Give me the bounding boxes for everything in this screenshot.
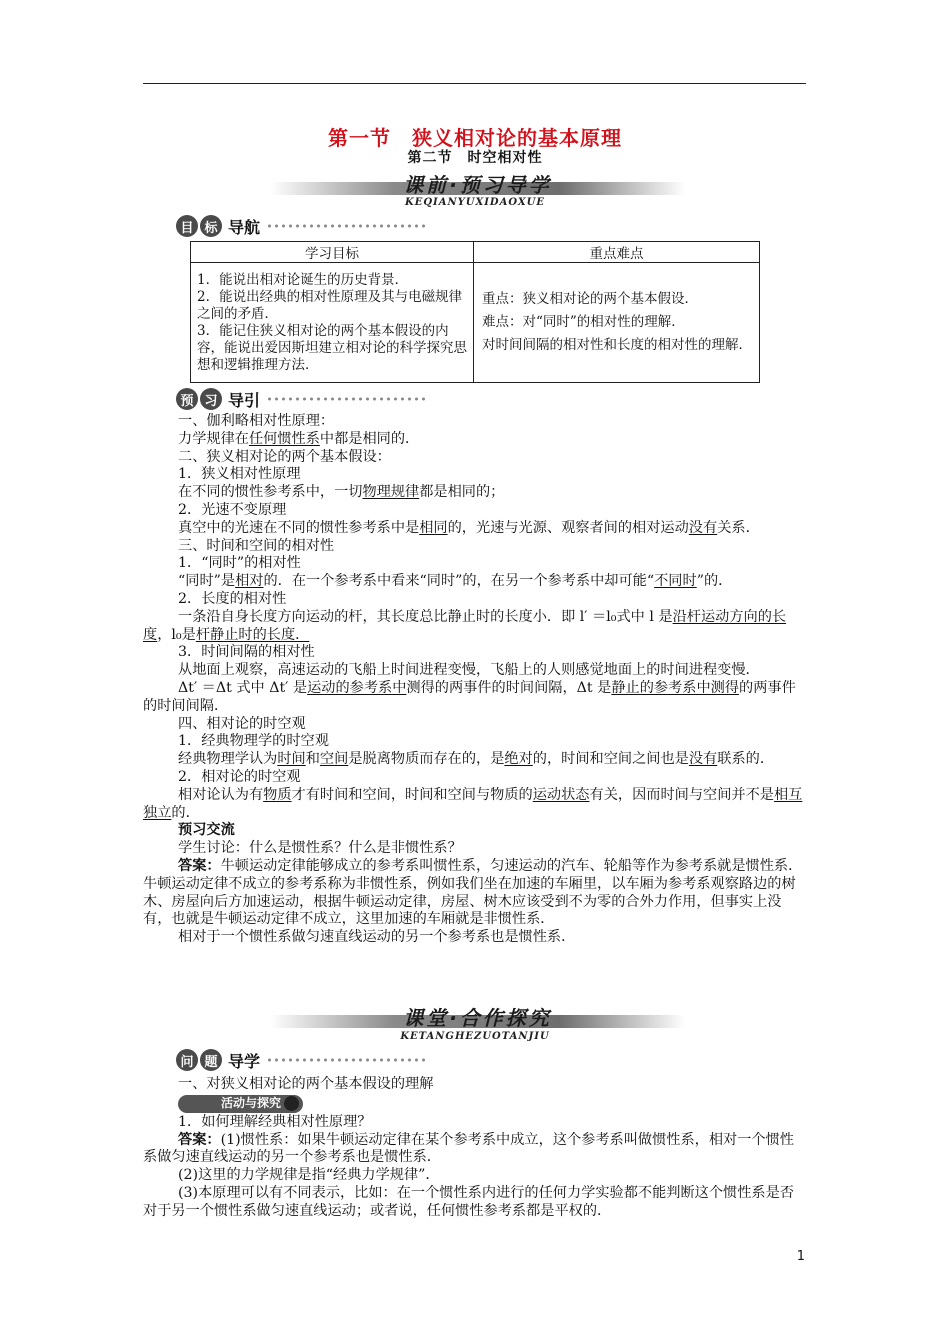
- section-label: 导学: [228, 1051, 261, 1071]
- exchange-title: 预习交流: [178, 822, 235, 839]
- section-badge: 问: [176, 1049, 198, 1071]
- section-label: 导引: [228, 390, 261, 410]
- page-subtitle: 第二节 时空相对性: [407, 150, 543, 166]
- section-goals-head: [176, 214, 426, 238]
- blank-answer: 相对: [235, 573, 264, 590]
- section-badge: 标: [200, 215, 222, 237]
- section-preview-head: [176, 387, 426, 411]
- section-problem-head: [176, 1048, 426, 1072]
- heading: 一、对狭义相对论的两个基本假设的理解: [178, 1076, 434, 1092]
- goals-table: [190, 241, 760, 383]
- paragraph: 一条沿自身长度方向运动的杆，其长度总比静止时的长度小．即 l′ ＝l₀式中 l 是沿杆运动方向的长度，l₀是杆静止时的长度．: [143, 608, 787, 643]
- subheading: 1．经典物理学的时空观: [178, 733, 329, 750]
- paragraph: 相对论认为有物质才有时间和空间，时间和空间与物质的运动状态有关，因而时间与空间并不是相互独立的．: [143, 786, 803, 821]
- table-header: 重点难点: [474, 242, 760, 263]
- keypoint-item: 重点：狭义相对论的两个基本假设．: [482, 291, 698, 307]
- heading: 一、伽利略相对性原理：: [178, 413, 335, 429]
- banner-part1: 课前: [403, 173, 450, 197]
- heading: 三、时间和空间的相对性: [178, 537, 335, 554]
- dotted-rule: [266, 223, 426, 229]
- blank-answer: 没有: [688, 519, 718, 536]
- answer: 答案：牛顿运动定律能够成立的参考系叫惯性系，匀速运动的汽车、轮船等作为参考系就是惯性系．牛顿运动定律不成立的参考系称为非惯性系，例如我们坐在加速的车厢里，以车厢为参考系观察路边的树木、房屋向后方加速运动，根据牛顿运动定律，房屋、树木应该受到不为零的合外力作用，但事实上没有，也就是牛顿运动定律不成立，这里加速的车厢就是非惯性系．: [143, 857, 803, 928]
- banner-part2: 预习导学: [459, 173, 552, 197]
- blank-answer: 空间: [319, 751, 349, 768]
- dotted-rule: [266, 396, 426, 402]
- heading: 四、相对论的时空观: [178, 715, 306, 732]
- paragraph: 力学规律在任何惯性系中都是相同的．: [178, 430, 420, 447]
- paragraph: 在不同的惯性参考系中，一切物理规律都是相同的；: [178, 484, 505, 501]
- table-cell-goals: [191, 263, 474, 383]
- banner-part2: 合作探究: [459, 1006, 552, 1030]
- paragraph: 真空中的光速在不同的惯性参考系中是相同的，光速与光源、观察者间的相对运动没有关系．: [178, 519, 760, 536]
- subheading: 2．光速不变原理: [178, 501, 287, 518]
- activity-tag: 活动与探究 1: [178, 1095, 303, 1113]
- dotted-rule: [266, 1057, 426, 1063]
- answer-part: (2)这里的力学规律是指“经典力学规律”．: [178, 1167, 440, 1184]
- banner-dot: ·: [449, 1006, 460, 1030]
- question: 1．如何理解经典相对性原理？: [178, 1113, 372, 1130]
- subheading: 1．狭义相对性原理: [178, 466, 301, 483]
- paragraph: 经典物理学认为时间和空间是脱离物质而存在的，是绝对的，时间和空间之间也是没有联系的．: [178, 751, 775, 768]
- banner-pinyin: KETANGHEZUOTANJIU: [400, 1031, 550, 1042]
- heading: 二、狭义相对论的两个基本假设：: [178, 448, 391, 465]
- subheading: 3．时间间隔的相对性: [178, 644, 315, 661]
- keypoint-item: 难点：对“同时”的相对性的理解．: [482, 314, 685, 330]
- keypoint-item: 对时间间隔的相对性和长度的相对性的理解．: [482, 337, 752, 353]
- blank-answer: 静止的参考系中测得: [611, 679, 740, 696]
- section-badge: 题: [200, 1049, 222, 1071]
- section-badge: 预: [176, 388, 198, 410]
- page-title: 第一节 狭义相对论的基本原理: [328, 126, 622, 150]
- blank-answer: 任何惯性系: [248, 430, 320, 447]
- blank-answer: 杆静止时的长度．: [195, 626, 310, 643]
- activity-number: 1: [284, 1096, 299, 1111]
- banner-classroom: [270, 1002, 685, 1028]
- blank-answer: 运动的参考系中: [307, 679, 407, 696]
- page-number: 1: [796, 1249, 805, 1264]
- header-rule: [143, 83, 806, 84]
- goal-item: 1．能说出相对论诞生的历史背景．: [197, 271, 409, 288]
- blank-answer: 绝对: [504, 751, 533, 768]
- blank-answer: 物理规律: [362, 484, 420, 501]
- blank-answer: 运动状态: [532, 786, 590, 803]
- blank-answer: 物质: [263, 786, 292, 803]
- table-cell-keypoints: [474, 263, 760, 383]
- answer-part: (3)本原理可以有不同表示，比如：在一个惯性系内进行的任何力学实验都不能判断这个惯性系是否对于另一个惯性系做匀速直线运动；或者说，任何惯性参考系都是平权的．: [143, 1184, 794, 1219]
- question: 学生讨论：什么是惯性系？什么是非惯性系？: [178, 840, 462, 857]
- paragraph: “同时”是相对的．在一个参考系中看来“同时”的，在另一个参考系中却可能“不同时”的．: [178, 573, 733, 590]
- blank-answer: 时间: [277, 751, 306, 768]
- blank-answer: 相同: [419, 519, 448, 536]
- banner-pinyin: KEQIANYUXIDAOXUE: [405, 197, 545, 208]
- section-badge: 习: [200, 388, 222, 410]
- subheading: 2．长度的相对性: [178, 590, 287, 607]
- blank-answer: 不同时: [654, 573, 697, 590]
- banner-label: [270, 169, 685, 198]
- banner-dot: ·: [449, 173, 460, 197]
- explore-body: [143, 1076, 807, 1221]
- section-badge: 目: [176, 215, 198, 237]
- answer: 答案：(1)惯性系：如果牛顿运动定律在某个参考系中成立，这个参考系叫做惯性系，相对一个惯性系做匀速直线运动的另一个参考系也是惯性系．: [143, 1131, 794, 1166]
- paragraph: 从地面上观察，高速运动的飞船上时间进程变慢，飞船上的人则感觉地面上的时间进程变慢．: [178, 662, 760, 679]
- banner-preview: [270, 169, 685, 195]
- subheading: 1．“同时”的相对性: [178, 555, 301, 572]
- banner-part1: 课堂: [403, 1006, 450, 1030]
- blank-answer: 沿杆运动方向的长度: [143, 608, 787, 643]
- paragraph: Δt′ ＝Δt 式中 Δt′ 是运动的参考系中测得的两事件的时间间隔，Δt 是静止的参考系中测得的两事件的时间间隔．: [143, 679, 796, 714]
- preview-body: [143, 413, 807, 947]
- goal-item: 2．能说出经典的相对性原理及其与电磁规律之间的矛盾．: [197, 288, 463, 322]
- banner-label: [270, 1002, 685, 1031]
- subheading: 2．相对论的时空观: [178, 768, 301, 785]
- table-header: 学习目标: [191, 242, 474, 263]
- goal-item: 3．能记住狭义相对论的两个基本假设的内容，能说出爱因斯坦建立相对论的科学探究思想和逻辑推理方法．: [197, 322, 467, 373]
- section-label: 导航: [228, 217, 261, 237]
- blank-answer: 没有: [688, 751, 718, 768]
- paragraph: 相对于一个惯性系做匀速直线运动的另一个参考系也是惯性系．: [178, 929, 576, 946]
- blank-answer: 相互独立: [143, 786, 803, 821]
- activity-tag-row: [143, 1095, 807, 1113]
